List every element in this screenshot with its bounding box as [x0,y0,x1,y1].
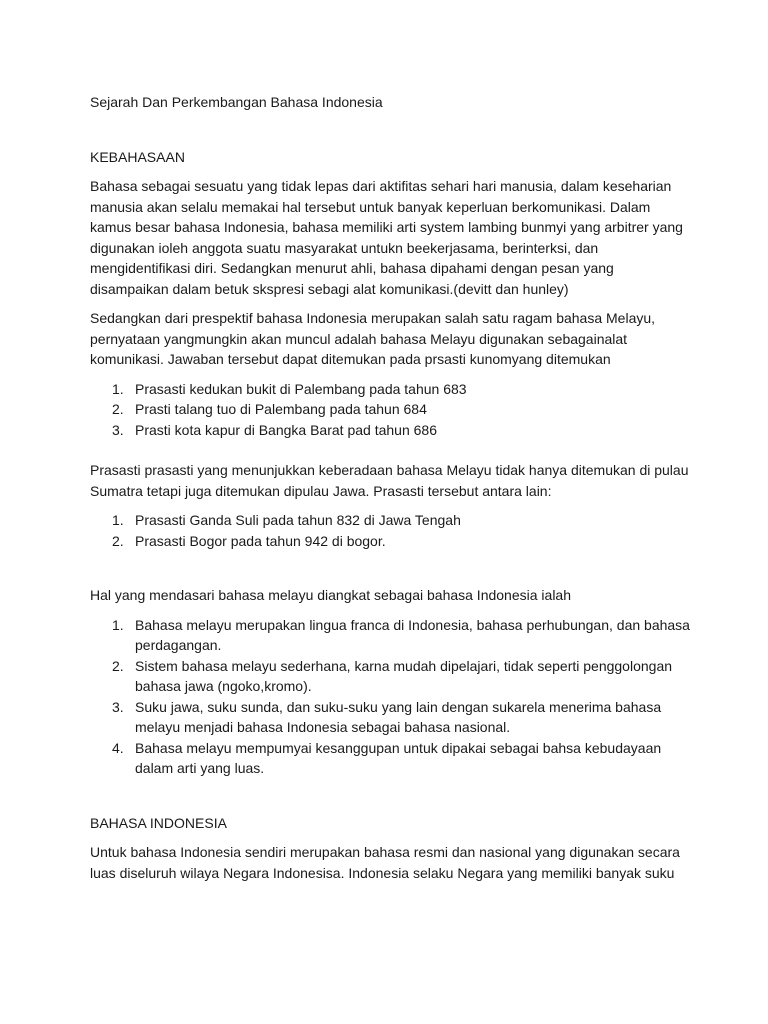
list-number: 1. [112,380,124,397]
list-item [90,656,690,697]
list-item-text: Bahasa melayu mempumyai kesanggupan untuk dipakai sebagai bahsa kebudayaan dalam arti yang luas. [135,739,662,776]
paragraph: Bahasa sebagai sesuatu yang tidak lepas dari aktifitas sehari hari manusia, dalam keseharian manusia akan selalu memakai hal tersebut untuk banyak keperluan berkomunikasi. Dalam kamus besar bahasa Indonesia, bahasa memiliki arti system lambing bunmyi yang arbitrer yang digunakan ioleh anggota suatu masyarakat untukn beekerjasama, berinterksi, dan mengidentifikasi diri. Sedangkan menurut ahli, bahasa dipahami dengan pesan yang disampaikan dalam betuk skspresi sebagi alat komunikasi.(devitt dan hunley) [90,178,683,297]
list-item [90,615,690,656]
list-item-text: Prasasti kedukan bukit di Palembang pada tahun 683 [135,380,467,397]
list-item-text: Bahasa melayu merupakan lingua franca di Indonesia, bahasa perhubungan, dan bahasa perdagangan. [135,616,690,653]
list-number: 1. [112,616,124,633]
paragraph: Prasasti prasasti yang menunjukkan keberadaan bahasa Melayu tidak hanya ditemukan di pulau Sumatra tetapi juga ditemukan dipulau Jawa. Prasasti tersebut antara lain: [90,462,689,499]
list-item-text: Suku jawa, suku sunda, dan suku-suku yang lain dengan sukarela menerima bahasa melayu menjadi bahasa Indonesia sebagai bahasa nasional. [135,698,662,735]
list-number: 3. [112,698,124,715]
list-number: 2. [112,657,124,674]
list-item [90,531,690,552]
list-number: 3. [112,421,124,438]
list-item [90,697,690,738]
numbered-list-prasasti-sumatra [90,379,690,441]
list-item [90,738,690,779]
list-item-text: Sistem bahasa melayu sederhana, karna mudah dipelajari, tidak seperti penggolongan bahasa jawa (ngoko,kromo). [135,657,673,694]
document-page [90,92,690,883]
paragraph: Sedangkan dari prespektif bahasa Indonesia merupakan salah satu ragam bahasa Melayu, pernyataan yangmungkin akan muncul adalah bahasa Melayu digunakan sebagainalat komunikasi. Jawaban tersebut dapat ditemukan pada prsasti kunomyang ditemukan [90,310,656,367]
section-heading-bahasa-indonesia: BAHASA INDONESIA [90,814,227,831]
list-item-text: Prasti kota kapur di Bangka Barat pad tahun 686 [135,421,437,438]
numbered-list-prasasti-jawa [90,510,690,551]
list-number: 2. [112,401,124,417]
list-number: 4. [112,739,124,756]
list-item-text: Prasasti Bogor pada tahun 942 di bogor. [135,532,386,549]
list-number: 1. [112,512,124,528]
numbered-list-reasons [90,615,690,779]
list-item [90,420,690,441]
list-number: 2. [112,532,124,549]
document-title: Sejarah Dan Perkembangan Bahasa Indonesia [90,94,383,110]
paragraph: Hal yang mendasari bahasa melayu diangkat sebagai bahasa Indonesia ialah [90,587,571,603]
list-item [90,379,690,400]
list-item-text: Prasasti Ganda Suli pada tahun 832 di Jawa Tengah [135,512,461,528]
list-item [90,510,690,531]
paragraph: Untuk bahasa Indonesia sendiri merupakan bahasa resmi dan nasional yang digunakan secara luas diseluruh wilaya Negara Indonesisa. Indonesia selaku Negara yang memiliki banyak suku [90,844,680,881]
section-heading-kebahasaan: KEBAHASAAN [90,148,185,165]
list-item-text: Prasti talang tuo di Palembang pada tahun 684 [135,401,427,417]
list-item [90,399,690,420]
